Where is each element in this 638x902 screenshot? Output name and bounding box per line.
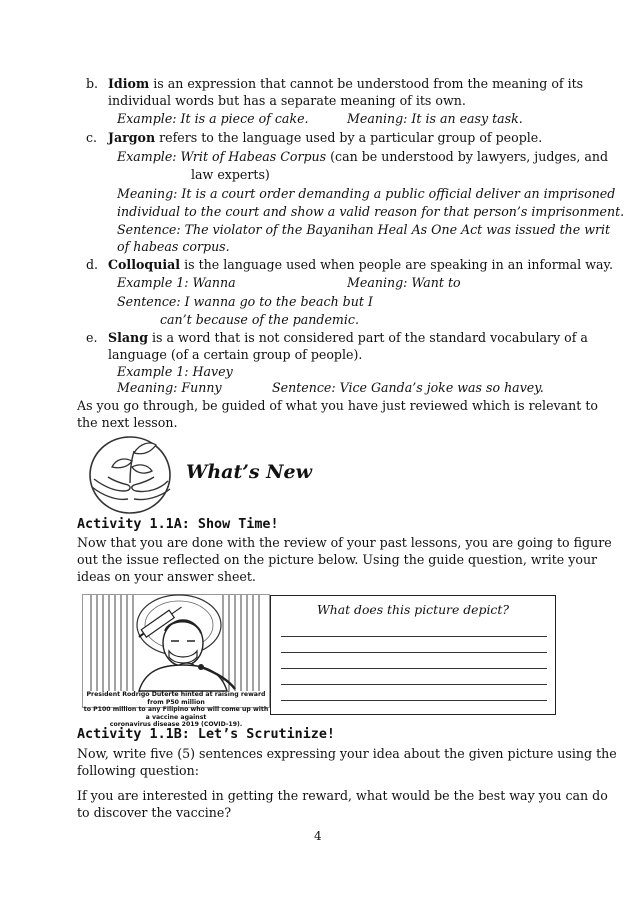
item-letter: e.	[86, 330, 98, 345]
jargon-example-text: Example: Writ of Habeas Corpus	[117, 149, 327, 164]
intro-text: As you go through, be guided of what you have just reviewed which is relevant to	[77, 398, 598, 413]
jargon-meaning: Meaning: It is a court order demanding a public official deliver an imprisoned	[117, 186, 616, 201]
item-jargon	[86, 129, 542, 146]
slang-meaning: Meaning: Funny	[117, 380, 222, 395]
activity-b-text-cont: following question:	[77, 763, 199, 778]
slang-example: Example 1: Havey	[117, 364, 233, 379]
colloquial-definition: is the language used when people are speaking in an informal way.	[180, 257, 613, 272]
jargon-example-note: (can be understood by lawyers, judges, and	[326, 149, 609, 164]
activity-b-question-cont: to discover the vaccine?	[77, 805, 232, 820]
activity-b-title: Activity 1.1B: Let’s Scrutinize!	[77, 727, 335, 742]
idiom-definition-cont: individual words but has a separate meaning of its own.	[108, 93, 466, 108]
activity-a-text: Now that you are done with the review of your past lessons, you are going to figure	[77, 535, 612, 550]
item-colloquial	[86, 256, 613, 273]
caption-line: coronavirus disease 2019 (COVID-19).	[109, 721, 243, 728]
term-idiom: Idiom	[108, 76, 150, 91]
answer-line[interactable]	[281, 684, 547, 685]
idiom-definition: is an expression that cannot be understood from the meaning of its	[149, 76, 584, 91]
activity-a-text-cont2: ideas on your answer sheet.	[77, 569, 256, 584]
colloquial-example: Example 1: Wanna	[117, 275, 236, 290]
colloquial-meaning: Meaning: Want to	[347, 275, 461, 290]
guide-question-box	[270, 595, 556, 715]
item-slang	[86, 329, 588, 346]
answer-line[interactable]	[281, 668, 547, 669]
jargon-example	[117, 148, 608, 165]
colloquial-sentence-cont: can’t because of the pandemic.	[160, 312, 359, 327]
activity-a-title: Activity 1.1A: Show Time!	[77, 517, 279, 532]
activity-b-text: Now, write five (5) sentences expressing your idea about the given picture using the	[77, 746, 617, 761]
caption-line: President Rodrigo Duterte hinted at raising reward from P50 million	[86, 691, 266, 706]
idiom-example: Example: It is a piece of cake.	[117, 111, 309, 126]
idiom-meaning: Meaning: It is an easy task.	[347, 111, 523, 126]
hands-with-seedling-icon	[84, 431, 180, 515]
item-letter: b.	[86, 76, 99, 91]
picture-caption	[83, 691, 269, 729]
section-title: What’s New	[186, 461, 312, 483]
term-jargon: Jargon	[108, 130, 156, 145]
slang-sentence: Sentence: Vice Ganda’s joke was so havey.	[272, 380, 544, 395]
caption-line: to P100 million to any Filipino who will come up with a vaccine against	[83, 706, 269, 721]
answer-line[interactable]	[281, 700, 547, 701]
term-colloquial: Colloquial	[108, 257, 181, 272]
duterte-cartoon-image	[82, 594, 270, 728]
term-slang: Slang	[108, 330, 149, 345]
slang-definition-cont: language (of a certain group of people).	[108, 347, 363, 362]
jargon-sentence-cont: of habeas corpus.	[117, 239, 230, 254]
activity-a-text-cont: out the issue reflected on the picture below. Using the guide question, write your	[77, 552, 598, 567]
activity-b-question: If you are interested in getting the reward, what would be the best way you can do	[77, 788, 608, 803]
answer-line[interactable]	[281, 652, 547, 653]
jargon-meaning-cont: individual to the court and show a valid reason for that person’s imprisonment.	[117, 204, 625, 219]
answer-line[interactable]	[281, 636, 547, 637]
guide-question: What does this picture depict?	[317, 602, 509, 617]
item-letter: c.	[86, 130, 98, 145]
page-number: 4	[314, 829, 322, 843]
item-letter: d.	[86, 257, 99, 272]
cartoon-illustration	[83, 595, 269, 691]
jargon-definition: refers to the language used by a particular group of people.	[155, 130, 543, 145]
slang-definition: is a word that is not considered part of the standard vocabulary of a	[148, 330, 588, 345]
intro-text-cont: the next lesson.	[77, 415, 178, 430]
item-idiom	[86, 75, 584, 92]
jargon-example-note-cont: law experts)	[191, 167, 270, 182]
jargon-sentence: Sentence: The violator of the Bayanihan Heal As One Act was issued the writ	[117, 222, 611, 237]
colloquial-sentence: Sentence: I wanna go to the beach but I	[117, 294, 373, 309]
